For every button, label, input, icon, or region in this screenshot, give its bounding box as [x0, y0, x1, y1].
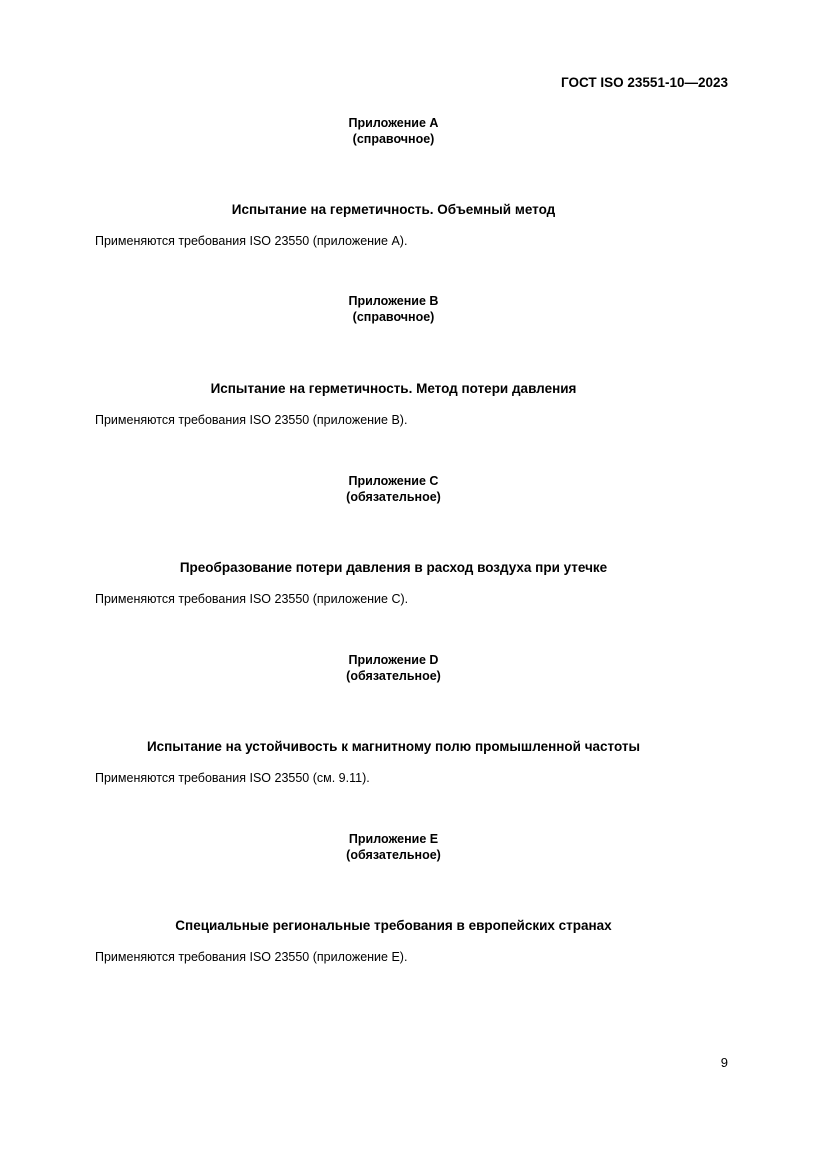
annex-d-body: Применяются требования ISO 23550 (см. 9.11).: [95, 771, 370, 785]
annex-b-label: Приложение В: [348, 294, 439, 308]
annex-d-status: (обязательное): [346, 668, 441, 683]
annex-b-status: (справочное): [352, 309, 435, 324]
annex-c-body: Применяются требования ISO 23550 (приложение С).: [95, 592, 409, 606]
annex-d-label: Приложение D: [348, 653, 439, 667]
annex-e-body: Применяются требования ISO 23550 (приложение Е).: [95, 950, 408, 964]
annex-e-title-block: [0, 832, 787, 863]
annex-b-title-block: [0, 294, 787, 325]
document-code: ГОСТ ISO 23551-10—2023: [561, 75, 728, 90]
annex-e-label: Приложение Е: [348, 832, 439, 846]
annex-a-heading: Испытание на герметичность. Объемный метод: [231, 202, 556, 217]
annex-d-heading: Испытание на устойчивость к магнитному полю промышленной частоты: [146, 739, 641, 754]
annex-a-label: Приложение А: [348, 116, 439, 130]
annex-a-title-block: [0, 116, 787, 147]
annex-b-body: Применяются требования ISO 23550 (приложение В).: [95, 413, 408, 427]
annex-c-title-block: [0, 474, 787, 505]
annex-c-label: Приложение С: [348, 474, 439, 488]
annex-d-title-block: [0, 653, 787, 684]
annex-a-body: Применяются требования ISO 23550 (приложение А).: [95, 234, 408, 248]
annex-a-status: (справочное): [352, 131, 435, 146]
annex-b-heading: Испытание на герметичность. Метод потери давления: [210, 381, 577, 396]
annex-e-heading: Специальные региональные требования в европейских странах: [175, 918, 612, 933]
page-number: 9: [720, 1055, 728, 1070]
annex-c-status: (обязательное): [346, 489, 441, 504]
annex-c-heading: Преобразование потери давления в расход воздуха при утечке: [179, 560, 608, 575]
annex-e-status: (обязательное): [346, 847, 441, 862]
